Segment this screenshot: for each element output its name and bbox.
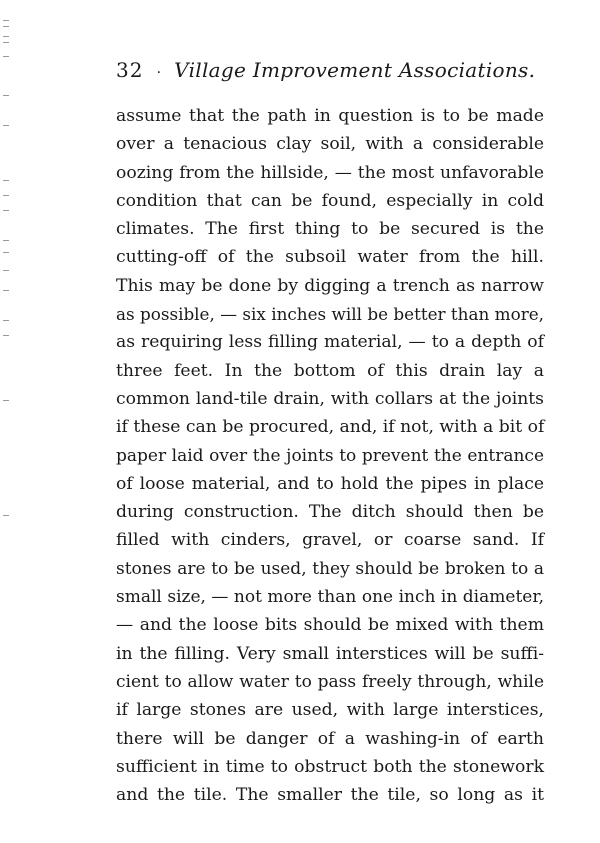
- text-line: as possible, — six inches will be better than more,: [116, 304, 544, 325]
- text-line: paper laid over the joints to prevent the entrance: [116, 445, 544, 466]
- text-line: in the filling. Very small interstices will be suffi-: [116, 643, 544, 664]
- text-line: — and the loose bits should be mixed with them: [116, 615, 544, 636]
- text-line: there will be danger of a washing-in of earth: [116, 728, 544, 749]
- header-separator: ·: [156, 65, 162, 81]
- text-line: condition that can be found, especially in cold: [116, 190, 544, 211]
- text-line: three feet. In the bottom of this drain lay a: [116, 360, 544, 381]
- text-line: during construction. The ditch should then be: [116, 502, 544, 523]
- text-line: small size, — not more than one inch in diameter,: [116, 587, 544, 608]
- text-line: assume that the path in question is to be made: [116, 106, 544, 126]
- text-line: of loose material, and to hold the pipes in place: [116, 473, 544, 494]
- text-line: sufficient in time to obstruct both the stonework: [116, 756, 544, 777]
- text-line: cient to allow water to pass freely through, while: [116, 671, 544, 692]
- running-header: [116, 55, 536, 85]
- text-line: common land-tile drain, with collars at the joints: [116, 388, 544, 409]
- text-line: as requiring less filling material, — to a depth of: [116, 332, 544, 353]
- text-line: cutting-off of the subsoil water from the hill.: [116, 247, 544, 268]
- body-text: [116, 102, 544, 809]
- page-number: 32: [116, 58, 144, 82]
- text-line: if these can be procured, and, if not, with a bit of: [116, 417, 545, 438]
- text-line: filled with cinders, gravel, or coarse sand. If: [116, 530, 544, 551]
- text-line: if large stones are used, with large interstices,: [116, 700, 544, 721]
- text-line: over a tenacious clay soil, with a considerable: [116, 134, 544, 155]
- text-line: and the tile. The smaller the tile, so long as it: [116, 785, 544, 806]
- book-title: Village Improvement Associations.: [174, 58, 536, 82]
- text-line: oozing from the hillside, — the most unfavorable: [116, 162, 544, 183]
- scan-margin-marks: [0, 0, 20, 843]
- text-line: climates. The first thing to be secured is the: [116, 219, 544, 240]
- text-line: This may be done by digging a trench as narrow: [116, 275, 544, 296]
- text-line: stones are to be used, they should be broken to a: [116, 558, 544, 579]
